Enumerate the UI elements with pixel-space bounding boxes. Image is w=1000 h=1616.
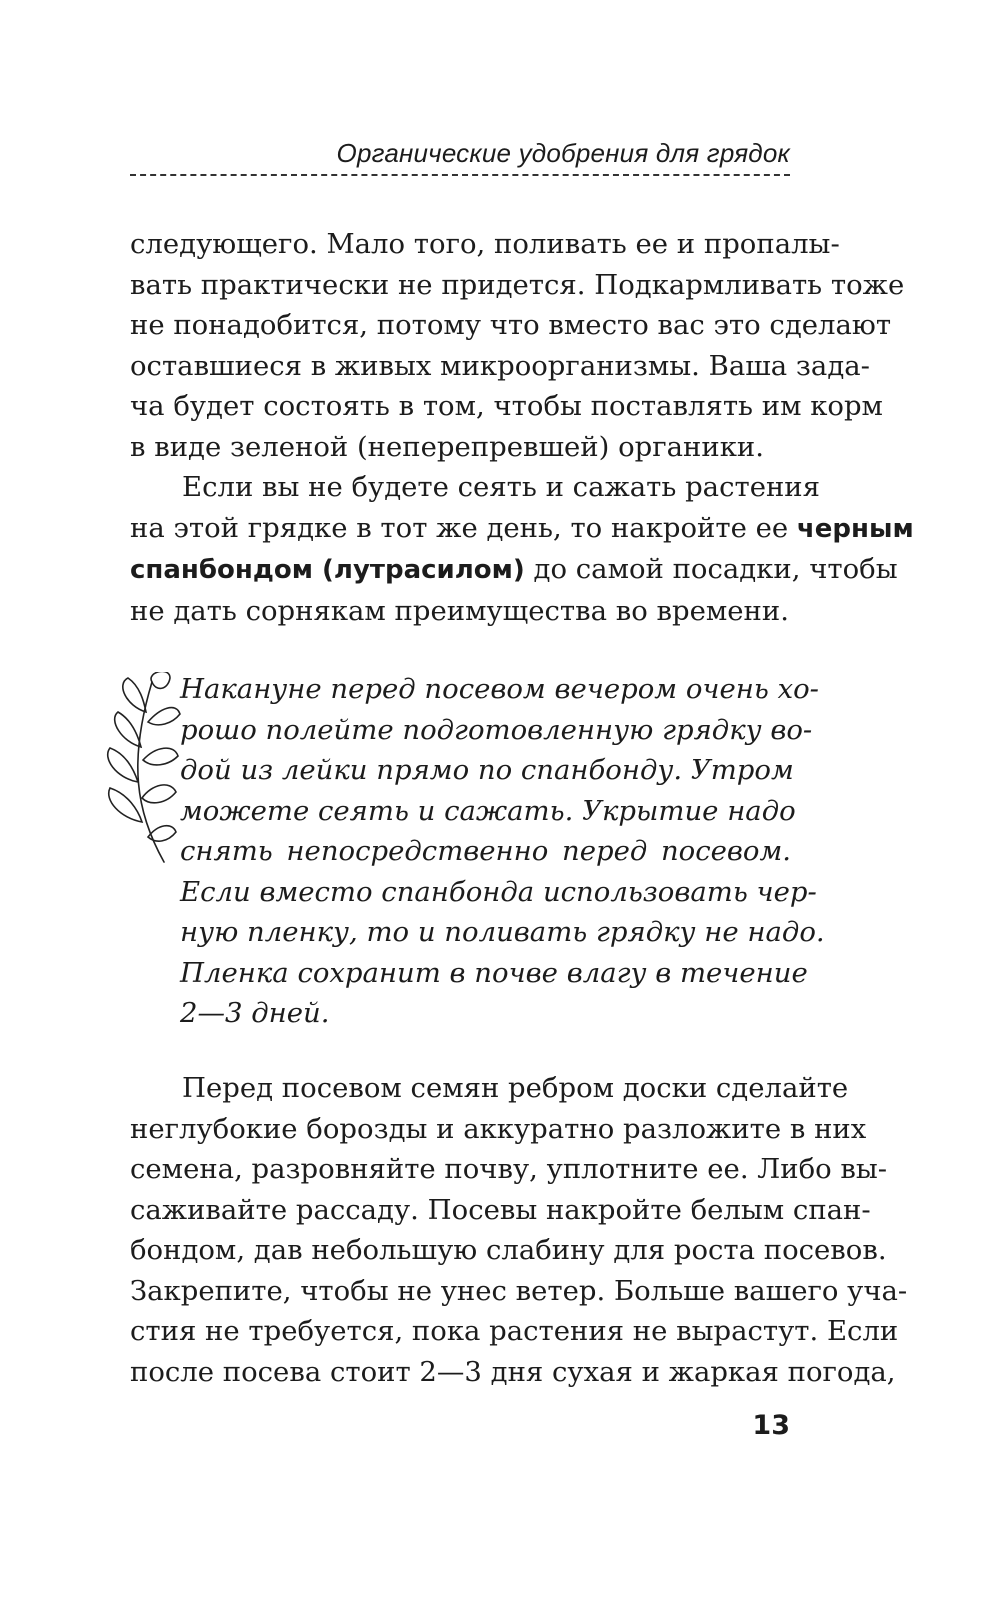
text-line: вать практически не придется. Подкармливать тоже bbox=[130, 268, 905, 301]
text-span: на этой грядке в тот же день, то накройте ее bbox=[130, 511, 797, 544]
text-line: оставшиеся в живых микроорганизмы. Ваша зада- bbox=[130, 349, 870, 382]
page-number: 13 bbox=[752, 1410, 790, 1441]
text-line: стия не требуется, пока растения не вырастут. Если bbox=[130, 1315, 899, 1347]
paragraph-3 bbox=[130, 1068, 908, 1392]
text-line: бондом, дав небольшую слабину для роста посевов. bbox=[130, 1234, 887, 1266]
text-line: после посева стоит 2—3 дня сухая и жаркая погода, bbox=[130, 1355, 896, 1388]
tip-line: можете сеять и сажать. Укрытие надо bbox=[180, 794, 796, 827]
bold-term: черным bbox=[796, 513, 914, 544]
paragraph-1 bbox=[130, 224, 905, 467]
text-line: не дать сорнякам преимущества во времени. bbox=[130, 594, 789, 627]
paragraph-2 bbox=[130, 467, 914, 631]
tip-line: Если вместо спанбонда использовать чер- bbox=[180, 875, 817, 908]
text-line: не понадобится, потому что вместо вас это сделают bbox=[130, 309, 892, 341]
text-line: следующего. Мало того, поливать ее и пропалы- bbox=[130, 228, 840, 260]
text-line: Перед посевом семян ребром доски сделайте bbox=[182, 1072, 849, 1104]
tip-block bbox=[180, 669, 825, 1034]
text-line: саживайте рассаду. Посевы накройте белым спан- bbox=[130, 1193, 871, 1226]
tip-line: Накануне перед посевом вечером очень хо- bbox=[180, 673, 819, 705]
leaf-branch-icon bbox=[86, 672, 186, 872]
text-line bbox=[130, 508, 914, 550]
text-line: Закрепите, чтобы не унес ветер. Больше вашего уча- bbox=[130, 1274, 908, 1307]
tip-line: дой из лейки прямо по спанбонду. Утром bbox=[180, 754, 794, 786]
bold-term: спанбондом (лутрасилом) bbox=[130, 555, 525, 585]
header-dashed-rule bbox=[130, 174, 790, 176]
text-line bbox=[130, 549, 898, 591]
text-line: неглубокие борозды и аккуратно разложите в них bbox=[130, 1112, 867, 1145]
text-line: Если вы не будете сеять и сажать растения bbox=[182, 471, 820, 503]
tip-line: ную пленку, то и поливать грядку не надо. bbox=[180, 916, 825, 948]
tip-line: Пленка сохранит в почве влагу в течение bbox=[180, 956, 808, 989]
tip-line: 2—3 дней. bbox=[180, 997, 330, 1029]
text-span: до самой посадки, чтобы bbox=[524, 553, 898, 585]
text-line: в виде зеленой (неперепревшей) органики. bbox=[130, 430, 764, 463]
tip-line: рошо полейте подготовленную грядку во- bbox=[180, 713, 813, 746]
text-line: семена, разровняйте почву, уплотните ее. Либо вы- bbox=[130, 1153, 888, 1185]
tip-line: снять непосредственно перед посевом. bbox=[180, 835, 791, 867]
text-line: ча будет состоять в том, чтобы поставлять им корм bbox=[130, 390, 883, 422]
running-header: Органические удобрения для грядок bbox=[336, 138, 790, 168]
